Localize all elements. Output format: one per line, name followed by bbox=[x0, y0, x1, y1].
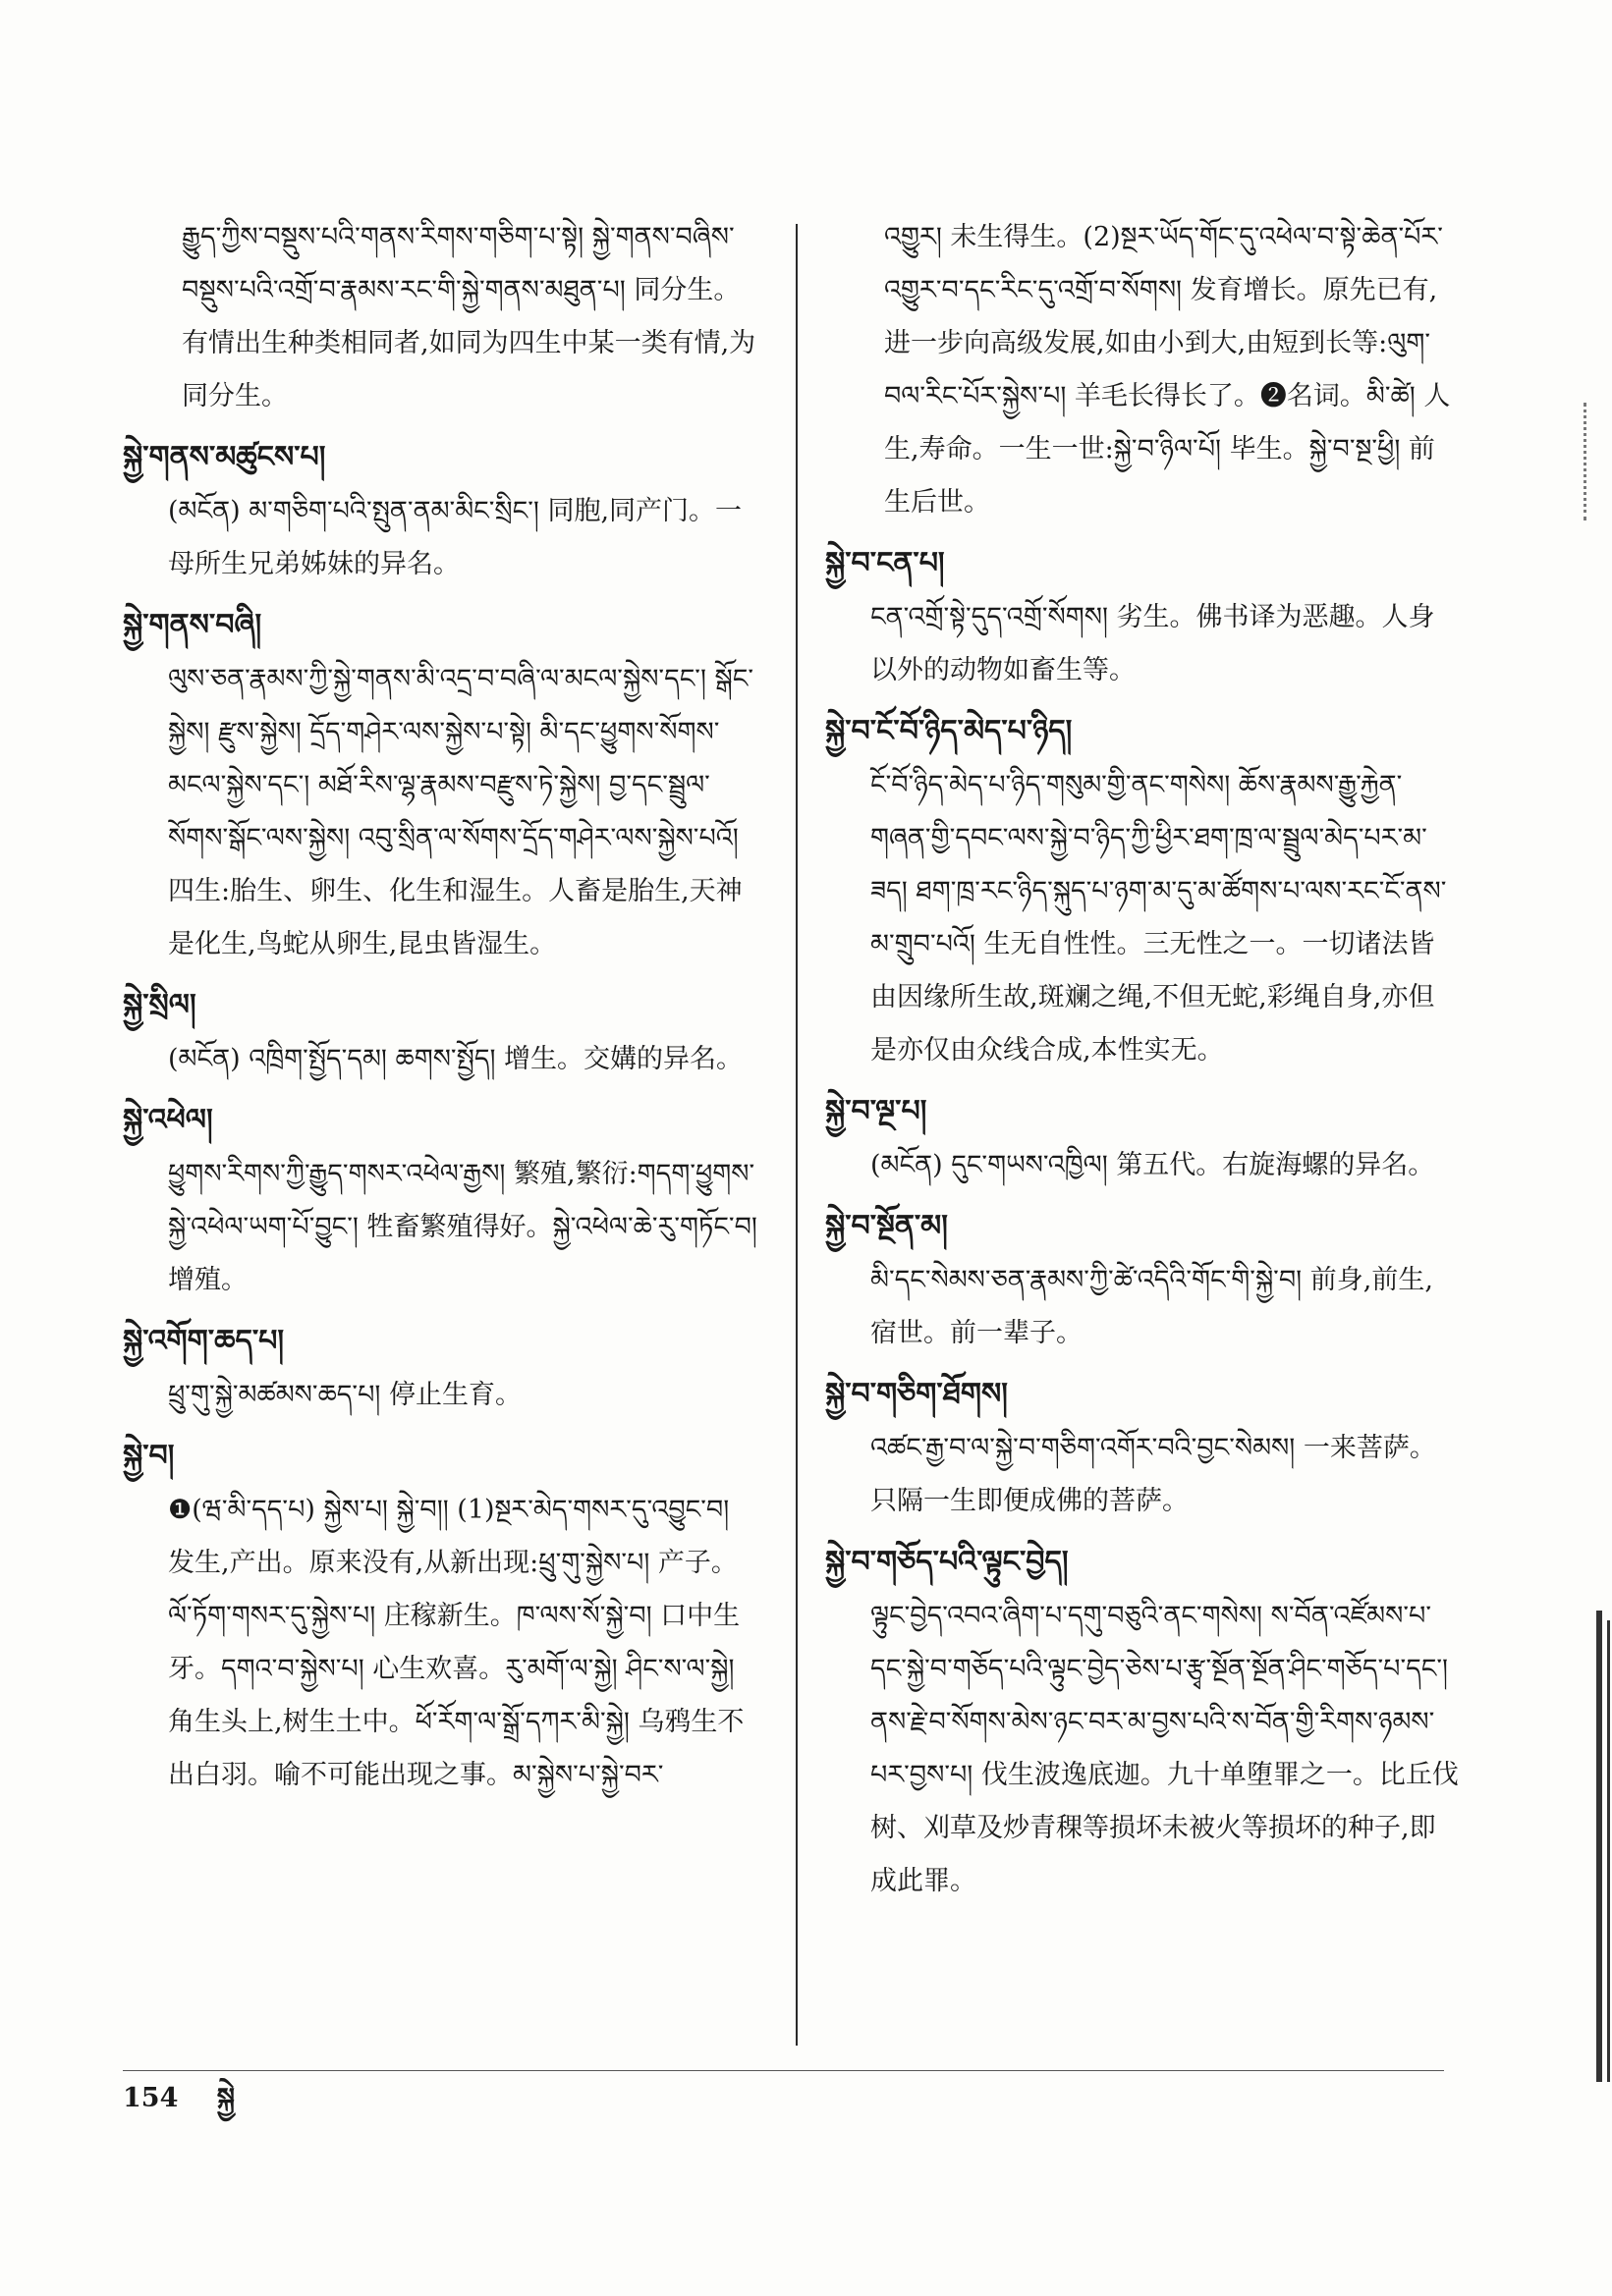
dictionary-entry bbox=[123, 599, 761, 971]
dictionary-entry bbox=[123, 1430, 761, 1802]
running-head: སྐྱེ bbox=[216, 2083, 236, 2113]
column-divider bbox=[796, 224, 798, 2046]
entry-headword: སྐྱེ་སྲིལ། bbox=[123, 988, 196, 1022]
entry-headword: སྐྱེ་འགོག་ཆད་པ། bbox=[123, 1324, 285, 1358]
entry-definition: རྒྱུད་ཀྱིས་བསྡུས་པའི་གནས་རིགས་གཅིག་པ་སྟེ། སྐྱེ་གནས་བཞིས་བསྡུས་པའི་འགྲོ་བ་རྣམས་རང་གི་སྐྱེ་གནས་མཐུན་པ། 同分生。有情出生种类相同者,如同为四生中某一类有情,为同分生。 bbox=[182, 222, 756, 411]
dictionary-entry bbox=[825, 537, 1459, 697]
scan-edge-bar bbox=[1607, 1620, 1610, 2082]
entry-headword: སྐྱེ་འཕེལ། bbox=[123, 1103, 213, 1137]
entry-headword: སྐྱེ་བ་ངན་པ། bbox=[825, 546, 945, 580]
entry-definition: ཕྲུ་གུ་སྐྱེ་མཚམས་ཆད་པ། 停止生育。 bbox=[168, 1380, 522, 1410]
page-number: 154 bbox=[123, 2083, 179, 2113]
dictionary-entry bbox=[123, 1315, 761, 1422]
entry-headword: སྐྱེ་བ། bbox=[123, 1439, 175, 1473]
entry-definition: ཕྱུགས་རིགས་ཀྱི་རྒྱུད་གསར་འཕེལ་རྒྱས། 繁殖,繁衍:གདག་ཕྱུགས་སྐྱེ་འཕེལ་ཡག་པོ་བྱུང་། 牲畜繁殖得好。སྐྱེ་འཕེལ་ཆེ་རུ་གཏོང་བ། 增殖。 bbox=[168, 1159, 757, 1295]
left-column bbox=[123, 211, 761, 1810]
entry-definition: འགྱུར། 未生得生。(2)སྔར་ཡོད་གོང་དུ་འཕེལ་བ་སྟེ་ཆེན་པོར་འགྱུར་བ་དང་རིང་དུ་འགྲོ་བ་སོགས། 发育增长。原先已有,进一步向高级发展,如由小到大,由短到长等:ལུག་བལ་རིང་པོར་སྐྱེས་པ། 羊毛长得长了。❷名词。མི་ཚེ། 人生,寿命。一生一世:སྐྱེ་བ་ཉིལ་པོ། 毕生。སྐྱེ་བ་སྔ་ཕྱི། 前生后世。 bbox=[884, 222, 1451, 518]
entry-definition: ❶(ཝ་མི་དད་པ) སྐྱེས་པ། སྐྱེ་བ།། (1)སྔར་མེད་གསར་དུ་འབྱུང་བ། 发生,产出。原来没有,从新出现:ཕྲུ་གུ་སྐྱེས་པ། 产子。ལོ་ཏོག་གསར་དུ་སྐྱེས་པ། 庄稼新生。ཁ་ལས་སོ་སྐྱེ་བ། 口中生牙。དགའ་བ་སྐྱེས་པ། 心生欢喜。རུ་མགོ་ལ་སྐྱེ། ཤིང་ས་ལ་སྐྱེ། 角生头上,树生土中。ཕོ་རོག་ལ་སྒྲོ་དཀར་མི་སྐྱེ། 乌鸦生不出白羽。喻不可能出现之事。མ་སྐྱེས་པ་སྐྱེ་བར་ bbox=[168, 1495, 745, 1790]
entry-headword: སྐྱེ་བ་ངོ་བོ་ཉིད་མེད་པ་ཉིད། bbox=[825, 714, 1073, 748]
entry-definition: ལྟུང་བྱེད་འབའ་ཞིག་པ་དགུ་བཅུའི་ནང་གསེས། ས་བོན་འཛོམས་པ་དང་སྐྱེ་བ་གཅོད་པའི་ལྟུང་བྱེད་ཅེས་པ་རྩྭ་སྔོན་སྔོན་ཤིང་གཅོད་པ་དང་། ནས་རྗེ་བ་སོགས་མེས་ཉང་བར་མ་བྱས་པའི་ས་བོན་གྱི་རིགས་ཉམས་པར་བྱས་པ། 伐生波逸底迦。九十单堕罪之一。比丘伐树、刈草及炒青稞等损坏未被火等损坏的种子,即成此罪。 bbox=[870, 1601, 1459, 1896]
entry-headword: སྐྱེ་བ་གཅིག་ཐོགས། bbox=[825, 1377, 1008, 1411]
dictionary-entry bbox=[825, 211, 1459, 529]
entry-definition: (མངོན) མ་གཅིག་པའི་སྤུན་ནམ་མིང་སྲིང་། 同胞,同产门。一母所生兄弟姊妹的异名。 bbox=[168, 496, 743, 579]
dictionary-entry bbox=[825, 705, 1459, 1077]
footer-rule bbox=[123, 2070, 1444, 2071]
entry-headword: སྐྱེ་གནས་མཚུངས་པ། bbox=[123, 440, 326, 474]
entry-definition: འཚང་རྒྱ་བ་ལ་སྐྱེ་བ་གཅིག་འགོར་བའི་བྱང་སེམས། 一来菩萨。只隔一生即便成佛的菩萨。 bbox=[870, 1433, 1436, 1516]
entry-headword: སྐྱེ་བ་གཅོད་པའི་ལྟུང་བྱེད། bbox=[825, 1545, 1069, 1579]
scan-edge-bar bbox=[1596, 1611, 1602, 2082]
dictionary-entry bbox=[123, 979, 761, 1086]
scan-edge-mark bbox=[1584, 403, 1608, 520]
entry-definition: (མངོན) འཁྲིག་སྤྱོད་དམ། ཆགས་སྤྱོད། 增生。交媾的异名。 bbox=[168, 1044, 744, 1074]
entry-definition: ངན་འགྲོ་སྟེ་དུད་འགྲོ་སོགས། 劣生。佛书译为恶趣。人身以外的动物如畜生等。 bbox=[870, 602, 1435, 685]
entry-headword: སྐྱེ་བ་ལྔ་པ། bbox=[825, 1094, 927, 1128]
dictionary-entry bbox=[123, 431, 761, 591]
dictionary-entry bbox=[123, 1094, 761, 1307]
dictionary-entry bbox=[825, 1085, 1459, 1192]
dictionary-entry bbox=[825, 1368, 1459, 1528]
entry-definition: (མངོན) དུང་གཡས་འཁྱིལ། 第五代。右旋海螺的异名。 bbox=[870, 1150, 1435, 1180]
entry-definition: མི་དང་སེམས་ཅན་རྣམས་ཀྱི་ཚེ་འདིའི་གོང་གི་སྐྱེ་བ། 前身,前生,宿世。前一辈子。 bbox=[870, 1265, 1433, 1348]
dictionary-entry bbox=[825, 1536, 1459, 1908]
page-footer bbox=[123, 2074, 235, 2123]
dictionary-entry bbox=[825, 1200, 1459, 1360]
entry-headword: སྐྱེ་གནས་བཞི། bbox=[123, 608, 262, 642]
dictionary-entry bbox=[123, 211, 761, 423]
entry-definition: ངོ་བོ་ཉིད་མེད་པ་ཉིད་གསུམ་གྱི་ནང་གསེས། ཆོས་རྣམས་རྒྱུ་རྐྱེན་གཞན་གྱི་དབང་ལས་སྐྱེ་བ་ཉིད་ཀྱི་ཕྱིར་ཐག་ཁྲ་ལ་སྦྲུལ་མེད་པར་མ་ཟད། ཐག་ཁྲ་རང་ཉིད་སྐུད་པ་ཉག་མ་དུ་མ་ཚོགས་པ་ལས་རང་ངོ་ནས་མ་གྲུབ་པའོ། 生无自性性。三无性之一。一切诸法皆由因缘所生故,斑斓之绳,不但无蛇,彩绳自身,亦但是亦仅由众线合成,本性实无。 bbox=[870, 770, 1447, 1066]
right-column bbox=[825, 211, 1459, 1916]
entry-headword: སྐྱེ་བ་སྔོན་མ། bbox=[825, 1209, 948, 1243]
entry-definition: ལུས་ཅན་རྣམས་ཀྱི་སྐྱེ་གནས་མི་འདྲ་བ་བཞི་ལ་མངལ་སྐྱེས་དང་། སྒོང་སྐྱེས། རྫུས་སྐྱེས། དྲོད་གཤེར་ལས་སྐྱེས་པ་སྟེ། མི་དང་ཕྱུགས་སོགས་མངལ་སྐྱེས་དང་། མཐོ་རིས་ལྷ་རྣམས་བརྫུས་ཏེ་སྐྱེས། བྱ་དང་སྦྲུལ་སོགས་སྒོང་ལས་སྐྱེས། འབུ་སྲིན་ལ་སོགས་དྲོད་གཤེར་ལས་སྐྱེས་པའོ། 四生:胎生、卵生、化生和湿生。人畜是胎生,天神是化生,鸟蛇从卵生,昆虫皆湿生。 bbox=[168, 664, 754, 959]
